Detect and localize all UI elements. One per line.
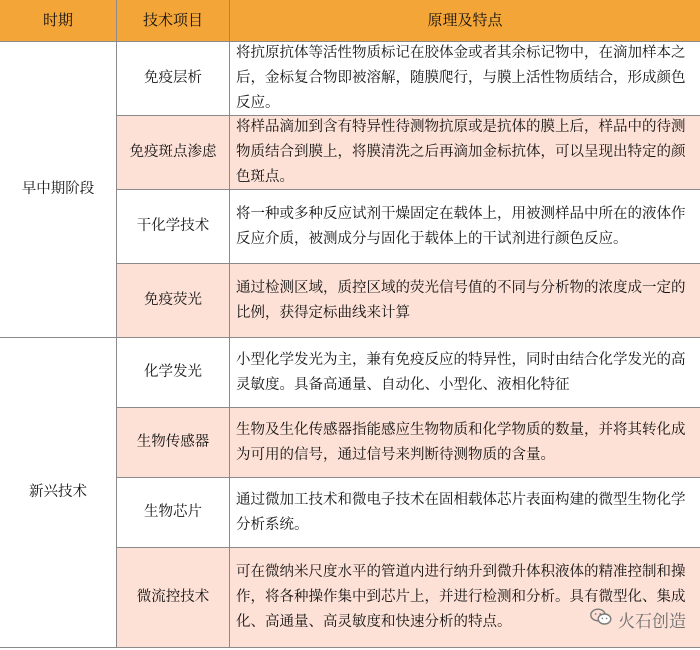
tech-name: 化学发光	[117, 338, 230, 408]
tech-description: 小型化学发光为主，兼有免疫反应的特异性，同时由结合化学发光的高灵敏度。具备高通量、自动化、小型化、液相化特征	[230, 338, 700, 408]
tech-description: 将样品滴加到含有特异性待测物抗原或是抗体的膜上后，样品中的待测物质结合到膜上，将膜清洗之后再滴加金标抗体，可以呈现出特定的颜色斑点。	[230, 116, 700, 190]
tech-name: 微流控技术	[117, 548, 230, 648]
wechat-icon	[590, 608, 612, 631]
tech-name: 免疫荧光	[117, 264, 230, 338]
phase-emerging: 新兴技术	[0, 338, 117, 648]
tech-description: 将一种或多种反应试剂干燥固定在载体上，用被测样品中所在的液体作反应介质，被测成分与固化于载体上的干试剂进行颜色反应。	[230, 190, 700, 264]
watermark	[590, 607, 686, 632]
header-period: 时期	[0, 0, 117, 42]
tech-name: 生物芯片	[117, 478, 230, 548]
tech-description: 将抗原抗体等活性物质标记在胶体金或者其余标记物中，在滴加样本之后，金标复合物即被溶解，随膜爬行，与膜上活性物质结合，形成颜色反应。	[230, 42, 700, 116]
tech-description: 通过微加工技术和微电子技术在固相载体芯片表面构建的微型生物化学分析系统。	[230, 478, 700, 548]
tech-name: 干化学技术	[117, 190, 230, 264]
tech-name: 免疫层析	[117, 42, 230, 116]
tech-description: 生物及生化传感器指能感应生物物质和化学物质的数量，并将其转化成为可用的信号，通过信号来判断待测物质的含量。	[230, 408, 700, 478]
phase-early: 早中期阶段	[0, 42, 117, 338]
tech-description: 通过检测区域，质控区域的荧光信号值的不同与分析物的浓度成一定的比例，获得定标曲线来计算	[230, 264, 700, 338]
header-principle: 原理及特点	[230, 0, 700, 42]
tech-name: 免疫斑点渗虑	[117, 116, 230, 190]
header-tech: 技术项目	[117, 0, 230, 42]
tech-name: 生物传感器	[117, 408, 230, 478]
tech-description: 可在微纳米尺度水平的管道内进行纳升到微升体积液体的精准控制和操作，将各种操作集中到芯片上，并进行检测和分析。具有微型化、集成化、高通量、高灵敏度和快速分析的特点。	[230, 548, 700, 648]
watermark-text: 火石创造	[618, 612, 686, 632]
